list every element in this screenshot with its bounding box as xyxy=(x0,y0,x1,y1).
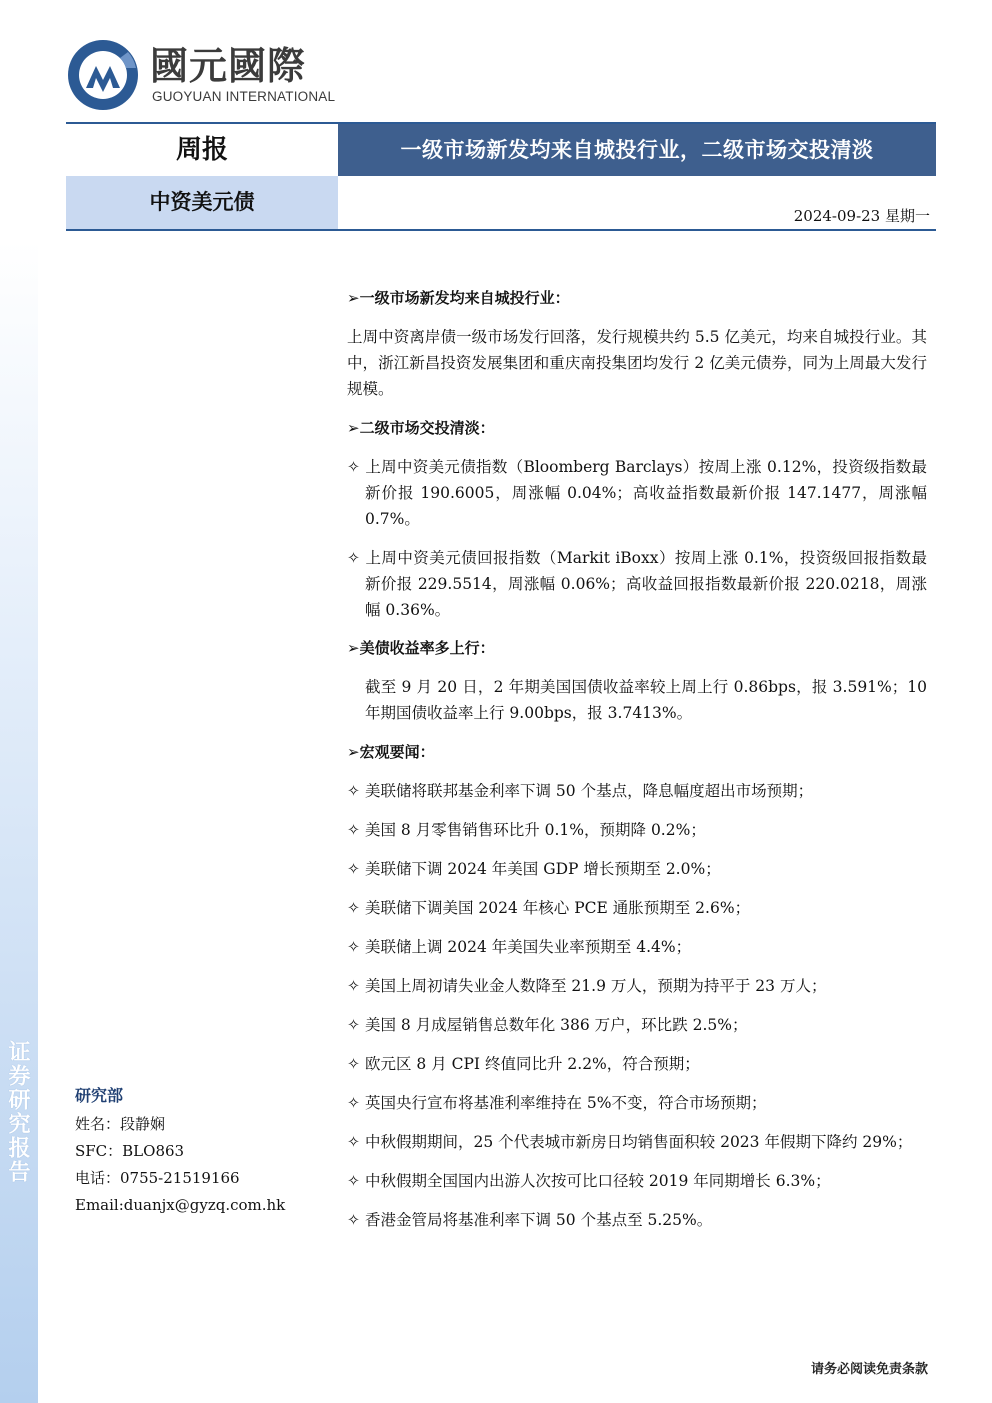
analyst-sfc: SFC：BLO863 xyxy=(75,1142,185,1160)
diamond-bullet-icon: ✧ xyxy=(347,899,360,917)
header-bottom-rule xyxy=(66,229,936,231)
list-item: ✧ 美国上周初请失业金人数降至 21.9 万人，预期为持平于 23 万人； xyxy=(347,973,927,999)
report-type: 周报 xyxy=(66,124,338,176)
arrow-bullet-icon: ➢ xyxy=(347,743,360,761)
arrow-bullet-icon: ➢ xyxy=(347,419,360,437)
list-item: ✧ 欧元区 8 月 CPI 终值同比升 2.2%，符合预期； xyxy=(347,1051,927,1077)
list-item: ✧ 中秋假期全国国内出游人次按可比口径较 2019 年同期增长 6.3%； xyxy=(347,1168,927,1194)
list-item: ✧ 美国 8 月零售销售环比升 0.1%，预期降 0.2%； xyxy=(347,817,927,843)
diamond-bullet-icon: ✧ xyxy=(347,549,360,567)
diamond-bullet-icon: ✧ xyxy=(347,1016,360,1034)
diamond-bullet-icon: ✧ xyxy=(347,1055,360,1073)
department-title: 研究部 xyxy=(75,1086,124,1105)
company-logo xyxy=(66,38,346,114)
list-item: ✧ 美联储下调 2024 年美国 GDP 增长预期至 2.0%； xyxy=(347,856,927,882)
logo-chinese-name: 國元國際 xyxy=(150,44,307,88)
diamond-bullet-icon: ✧ xyxy=(347,1094,360,1112)
report-headline: 一级市场新发均来自城投行业，二级市场交投清淡 xyxy=(338,124,936,176)
list-item: ✧ 香港金管局将基准利率下调 50 个基点至 5.25%。 xyxy=(347,1207,927,1233)
diamond-bullet-icon: ✧ xyxy=(347,977,360,995)
report-category: 中资美元债 xyxy=(66,176,338,229)
diamond-bullet-icon: ✧ xyxy=(347,458,360,476)
side-label: 证券研究报告 xyxy=(5,1040,30,1184)
section-heading-macro-news: ➢宏观要闻： xyxy=(347,743,435,761)
diamond-bullet-icon: ✧ xyxy=(347,782,360,800)
diamond-bullet-icon: ✧ xyxy=(347,1211,360,1229)
treasury-yields-paragraph: 截至 9 月 20 日，2 年期美国国债收益率较上周上行 0.86bps，报 3.591%；10 年期国债收益率上行 9.00bps，报 3.7413%。 xyxy=(365,678,927,722)
diamond-bullet-icon: ✧ xyxy=(347,1172,360,1190)
arrow-bullet-icon: ➢ xyxy=(347,289,360,307)
analyst-contact xyxy=(75,1083,325,1219)
section-heading-treasury-yields: ➢美债收益率多上行： xyxy=(347,639,495,657)
disclaimer-footer: 请务必阅读免责条款 xyxy=(810,1362,928,1377)
list-item: ✧ 美联储上调 2024 年美国失业率预期至 4.4%； xyxy=(347,934,927,960)
analyst-name: 姓名：段静娴 xyxy=(75,1115,166,1133)
list-item: ✧ 美联储下调美国 2024 年核心 PCE 通胀预期至 2.6%； xyxy=(347,895,927,921)
report-body xyxy=(347,286,927,1246)
list-item: ✧ 美国 8 月成屋销售总数年化 386 万户，环比跌 2.5%； xyxy=(347,1012,927,1038)
analyst-email: Email:duanjx@gyzq.com.hk xyxy=(75,1196,286,1214)
list-item: ✧ 美联储将联邦基金利率下调 50 个基点，降息幅度超出市场预期； xyxy=(347,778,927,804)
side-gradient-stripe xyxy=(0,240,38,1403)
arrow-bullet-icon: ➢ xyxy=(347,639,360,657)
analyst-phone: 电话：0755-21519166 xyxy=(75,1169,240,1187)
diamond-bullet-icon: ✧ xyxy=(347,821,360,839)
section-heading-primary-market: ➢一级市场新发均来自城投行业： xyxy=(347,289,570,307)
diamond-bullet-icon: ✧ xyxy=(347,860,360,878)
list-item: ✧ 上周中资美元债指数（Bloomberg Barclays）按周上涨 0.12%，投资级指数最新价报 190.6005，周涨幅 0.04%；高收益指数最新价报 147.1477，周涨幅 0.7%。 xyxy=(347,454,927,532)
report-date: 2024-09-23 星期一 xyxy=(793,207,930,225)
logo-english-name: GUOYUAN INTERNATIONAL xyxy=(152,89,336,104)
list-item: ✧ 上周中资美元债回报指数（Markit iBoxx）按周上涨 0.1%，投资级回报指数最新价报 229.5514，周涨幅 0.06%；高收益回报指数最新价报 220.0218，周涨幅 0.36%。 xyxy=(347,545,927,623)
diamond-bullet-icon: ✧ xyxy=(347,938,360,956)
primary-market-paragraph: 上周中资离岸债一级市场发行回落，发行规模共约 5.5 亿美元，均来自城投行业。其中，浙江新昌投资发展集团和重庆南投集团均发行 2 亿美元债券，同为上周最大发行规模。 xyxy=(347,328,927,398)
list-item: ✧ 英国央行宣布将基准利率维持在 5%不变，符合市场预期； xyxy=(347,1090,927,1116)
section-heading-secondary-market: ➢二级市场交投清淡： xyxy=(347,419,495,437)
diamond-bullet-icon: ✧ xyxy=(347,1133,360,1151)
logo-mark-icon xyxy=(66,38,140,112)
list-item: ✧ 中秋假期期间，25 个代表城市新房日均销售面积较 2023 年假期下降约 29%； xyxy=(347,1129,927,1155)
